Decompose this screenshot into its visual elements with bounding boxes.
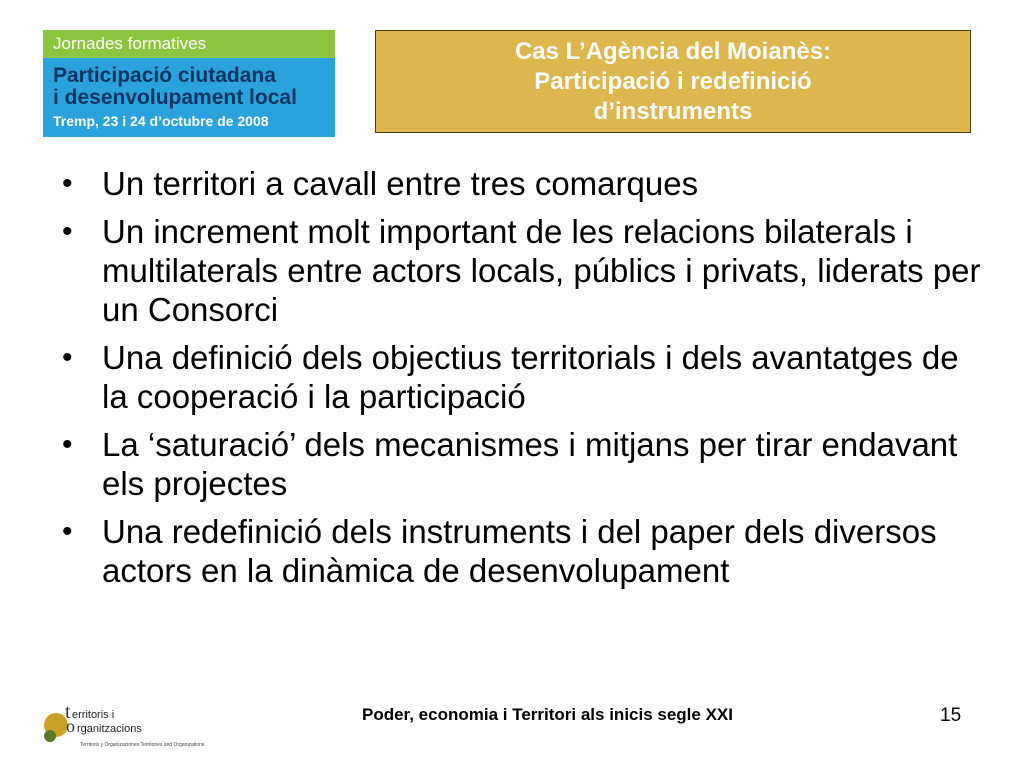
slide-title-line2: Participació i redefinició xyxy=(534,67,812,95)
logo-small-text: Territoris y Organizaciones Territories and Organizations xyxy=(80,742,205,748)
bullet-dot-icon: • xyxy=(62,428,73,461)
footer-title: Poder, economia i Territori als inicis segle XXI xyxy=(362,705,733,724)
bullet-dot-icon: • xyxy=(62,341,73,374)
event-logo-date: Tremp, 23 i 24 d’octubre de 2008 xyxy=(53,113,269,129)
event-logo-title xyxy=(43,58,335,109)
bullet-item xyxy=(62,212,992,329)
bullet-dot-icon: • xyxy=(62,215,73,248)
event-logo-title-line2: i desenvolupament local xyxy=(53,86,297,109)
event-logo-top-label: Jornades formatives xyxy=(43,30,335,58)
logo-line1: erritoris i xyxy=(72,709,115,721)
bullet-text: Una definició dels objectius territorials i dels avantatges de la cooperació i la participació xyxy=(102,339,959,415)
bullet-dot-icon: • xyxy=(62,515,73,548)
event-logo-title-line1: Participació ciutadana xyxy=(53,64,276,87)
bullet-text: Un increment molt important de les relacions bilaterals i multilaterals entre actors locals, públics i privats, liderats per un Consorci xyxy=(102,213,981,328)
logo-circle-green xyxy=(44,730,56,742)
bullet-text: La ‘saturació’ dels mecanismes i mitjans per tirar endavant els projectes xyxy=(102,426,958,502)
territoris-organitzacions-logo xyxy=(40,700,230,750)
bullet-dot-icon: • xyxy=(62,167,73,200)
page-number: 15 xyxy=(940,705,962,726)
bullet-item xyxy=(62,338,992,416)
bullet-item xyxy=(62,164,992,203)
bullet-item xyxy=(62,425,992,503)
logo-letter-t: t xyxy=(65,701,71,723)
logo-line2: rganitzacions xyxy=(77,723,142,735)
logo-letter-o: o xyxy=(66,716,75,736)
bullet-text: Un territori a cavall entre tres comarques xyxy=(102,165,699,202)
bullet-list xyxy=(62,164,992,599)
bullet-item xyxy=(62,512,992,590)
event-logo xyxy=(43,30,335,137)
slide-title-line1: Cas L’Agència del Moianès: xyxy=(514,37,832,65)
slide-title xyxy=(375,30,971,133)
slide-title-line3: d’instruments xyxy=(593,97,753,125)
bullet-text: Una redefinició dels instruments i del paper dels diversos actors en la dinàmica de desenvolupament xyxy=(102,513,937,589)
